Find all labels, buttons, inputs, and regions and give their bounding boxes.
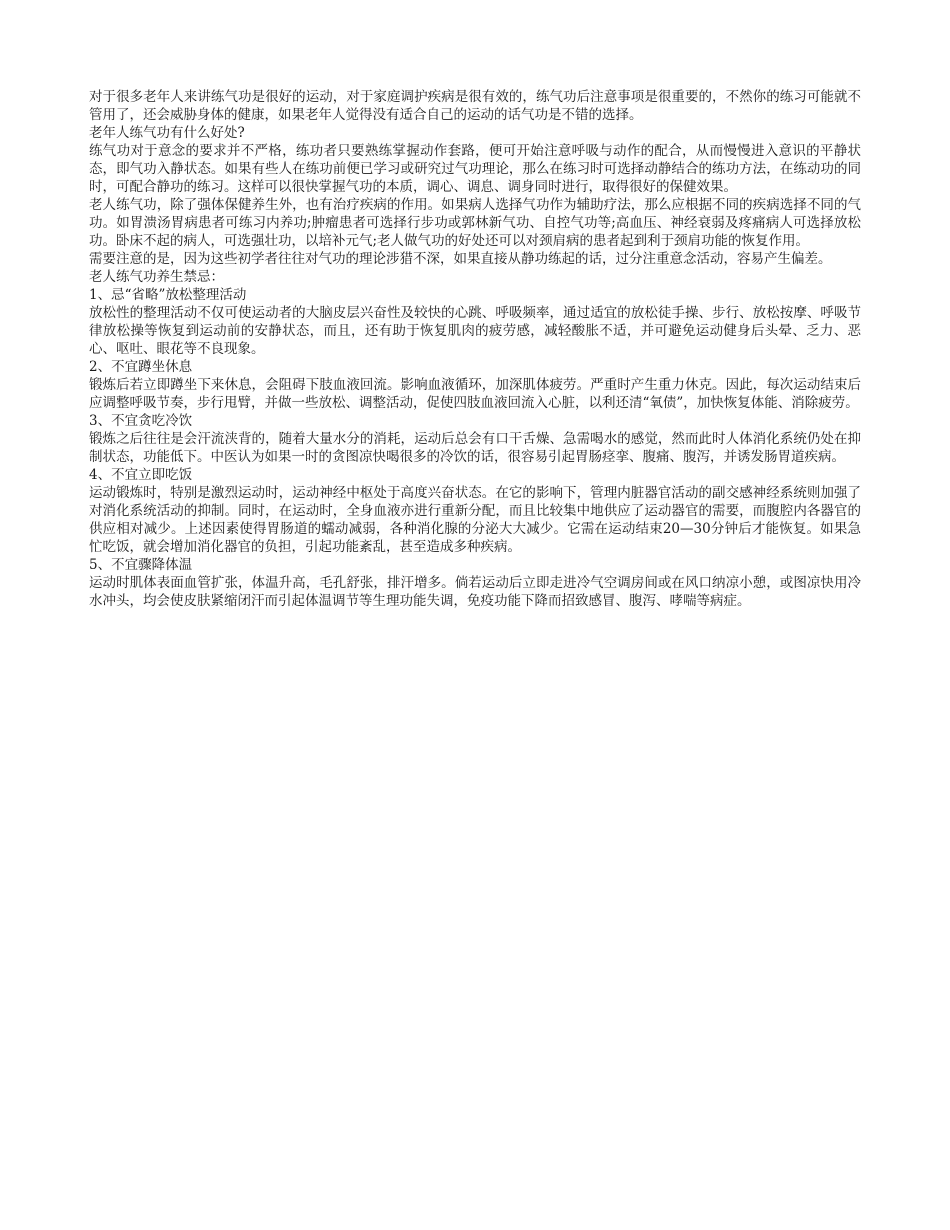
- taboo-heading-3: 3、不宜贪吃冷饮: [89, 413, 193, 429]
- taboo-heading-4: 4、不宜立即吃饭: [89, 467, 193, 483]
- paragraph-benefits-3: 需要注意的是，因为这些初学者往往对气功的理论涉猎不深，如果直接从静功练起的话，过分注重意念活动，容易产生偏差。: [89, 251, 832, 267]
- taboo-paragraph-4: 运动锻炼时，特别是激烈运动时，运动神经中枢处于高度兴奋状态。在它的影响下，管理内脏器官活动的副交感神经系统则加强了对消化系统活动的抑制。同时，在运动时，全身血液亦进行重新分配，而且比较集中地供应了运动器官的需要，而腹腔内各器官的供应相对减少。上述因素使得胃肠道的蠕动减弱，各种消化腺的分泌大大减少。它需在运动结束20—30分钟后才能恢复。如果急忙吃饭，就会增加消化器官的负担，引起功能紊乱，甚至造成多种疾病。: [89, 485, 861, 555]
- article-body: [89, 88, 861, 610]
- paragraph-benefits-2: 老人练气功，除了强体保健养生外，也有治疗疾病的作用。如果病人选择气功作为辅助疗法，那么应根据不同的疾病选择不同的气功。如胃溃汤胃病患者可练习内养功;肿瘤患者可选择行步功或郭林新气功、自控气功等;高血压、神经衰弱及疼痛病人可选择放松功。卧床不起的病人，可选强壮功，以培补元气;老人做气功的好处还可以对颈肩病的患者起到利于颈肩功能的恢复作用。: [89, 197, 861, 249]
- section-heading-benefits: 老年人练气功有什么好处?: [89, 125, 245, 141]
- taboo-paragraph-5: 运动时肌体表面血管扩张，体温升高，毛孔舒张，排汗增多。倘若运动后立即走进冷气空调房间或在风口纳凉小憩，或图凉快用冷水冲头，均会使皮肤紧缩闭汗而引起体温调节等生理功能失调，免疫功能下降而招致感冒、腹泻、哮喘等病症。: [89, 575, 861, 609]
- taboo-paragraph-3: 锻炼之后往往是会汗流浃背的，随着大量水分的消耗，运动后总会有口干舌燥、急需喝水的感觉，然而此时人体消化系统仍处在抑制状态，功能低下。中医认为如果一时的贪图凉快喝很多的冷饮的话，很容易引起胃肠痉挛、腹痛、腹泻，并诱发肠胃道疾病。: [89, 431, 861, 465]
- section-heading-taboos: 老人练气功养生禁忌：: [89, 269, 224, 285]
- taboo-paragraph-1: 放松性的整理活动不仅可使运动者的大脑皮层兴奋性及较快的心跳、呼吸频率，通过适宜的放松徒手操、步行、放松按摩、呼吸节律放松操等恢复到运动前的安静状态，而且，还有助于恢复肌肉的疲劳感，减轻酸胀不适，并可避免运动健身后头晕、乏力、恶心、呕吐、眼花等不良现象。: [89, 305, 861, 357]
- paragraph-benefits-1: 练气功对于意念的要求并不严格，练功者只要熟练掌握动作套路，便可开始注意呼吸与动作的配合，从而慢慢进入意识的平静状态，即气功入静状态。如果有些人在练功前便已学习或研究过气功理论，那么在练习时可选择动静结合的练功方法，在练动功的同时，可配合静功的练习。这样可以很快掌握气功的本质，调心、调息、调身同时进行，取得很好的保健效果。: [89, 143, 861, 195]
- taboo-heading-2: 2、不宜蹲坐休息: [89, 359, 193, 375]
- intro-paragraph: 对于很多老年人来讲练气功是很好的运动，对于家庭调护疾病是很有效的，练气功后注意事项是很重要的，不然你的练习可能就不管用了，还会威胁身体的健康，如果老年人觉得没有适合自己的运动的话气功是不错的选择。: [89, 89, 861, 123]
- taboo-paragraph-2: 锻炼后若立即蹲坐下来休息，会阻碍下肢血液回流。影响血液循环，加深肌体疲劳。严重时产生重力休克。因此，每次运动结束后应调整呼吸节奏，步行甩臂，并做一些放松、调整活动，促使四肢血液回流入心脏，以利还清“氧债”，加快恢复体能、消除疲劳。: [89, 377, 861, 411]
- taboo-heading-5: 5、不宜骤降体温: [89, 557, 193, 573]
- taboo-heading-1: 1、忌“省略”放松整理活动: [89, 287, 247, 303]
